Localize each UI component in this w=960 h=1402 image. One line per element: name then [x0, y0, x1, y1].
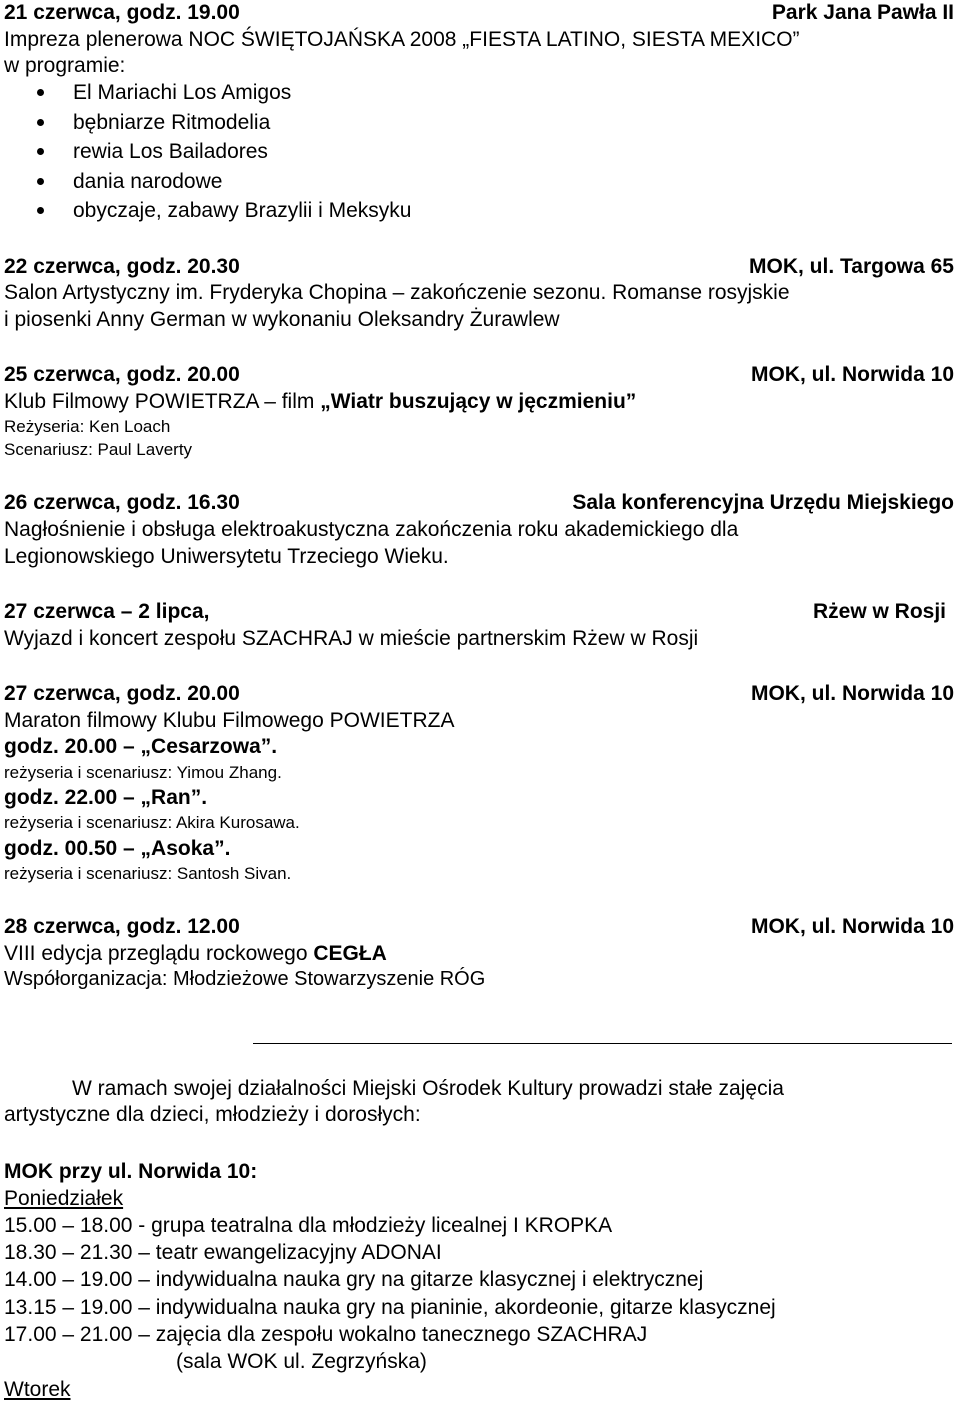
event-date: 25 czerwca, godz. 20.00 [4, 363, 240, 386]
film-credits: reżyseria i scenariusz: Akira Kurosawa. [4, 813, 300, 832]
intro-text: artystyczne dla dzieci, młodzieży i dorosłych: [4, 1103, 421, 1126]
event-place: Park Jana Pawła II [771, 1, 954, 24]
schedule-day: Poniedziałek [4, 1187, 124, 1210]
event-description [4, 391, 636, 412]
event-description: Legionowskiego Uniwersytetu Trzeciego Wieku. [4, 545, 449, 568]
event-place: MOK, ul. Norwida 10 [750, 682, 954, 705]
list-item: dania narodowe [0, 171, 411, 201]
event-description: Impreza plenerowa NOC ŚWIĘTOJAŃSKA 2008 „FIESTA LATINO, SIESTA MEXICO” [4, 28, 800, 51]
film-credits: reżyseria i scenariusz: Yimou Zhang. [4, 763, 282, 782]
event-description: Maraton filmowy Klubu Filmowego POWIETRZA [4, 709, 455, 732]
schedule-row: 13.15 – 19.00 – indywidualna nauka gry na pianinie, akordeonie, gitarze klasycznej [4, 1296, 776, 1319]
event-description: Nagłośnienie i obsługa elektroakustyczna zakończenia roku akademickiego dla [4, 518, 739, 541]
list-item: bębniarze Ritmodelia [0, 112, 411, 142]
event-description: Współorganizacja: Młodzieżowe Stowarzyszenie RÓG [4, 968, 486, 990]
film-director: Reżyseria: Ken Loach [4, 417, 171, 436]
film-screening: godz. 22.00 – „Ran”. [4, 786, 208, 809]
event-place: MOK, ul. Targowa 65 [749, 255, 954, 278]
list-item: obyczaje, zabawy Brazylii i Meksyku [0, 200, 411, 230]
divider [253, 1043, 952, 1044]
schedule-day: Wtorek [4, 1378, 71, 1401]
event-date: 26 czerwca, godz. 16.30 [4, 491, 240, 514]
film-writer: Scenariusz: Paul Laverty [4, 440, 193, 459]
schedule-heading: MOK przy ul. Norwida 10: [4, 1160, 258, 1183]
festival-intro: VIII edycja przeglądu rockowego [4, 942, 314, 965]
schedule-row: 14.00 – 19.00 – indywidualna nauka gry na gitarze klasycznej i elektrycznej [4, 1268, 704, 1291]
film-screening: godz. 20.00 – „Cesarzowa”. [4, 735, 278, 758]
program-list [0, 82, 411, 230]
event-description: Wyjazd i koncert zespołu SZACHRAJ w mieście partnerskim Rżew w Rosji [4, 627, 699, 650]
event-date: 21 czerwca, godz. 19.00 [4, 1, 240, 24]
event-date: 27 czerwca, godz. 20.00 [4, 682, 240, 705]
list-item: El Mariachi Los Amigos [0, 82, 411, 112]
list-item: rewia Los Bailadores [0, 141, 411, 171]
event-description: i piosenki Anny German w wykonaniu Oleksandry Żurawlew [4, 308, 560, 331]
event-place: Rżew w Rosji [812, 600, 946, 623]
event-place: MOK, ul. Norwida 10 [750, 363, 954, 386]
event-date: 22 czerwca, godz. 20.30 [4, 255, 240, 278]
festival-name: CEGŁA [313, 942, 387, 965]
event-description [4, 943, 387, 964]
event-place: Sala konferencyjna Urzędu Miejskiego [572, 491, 954, 514]
schedule-row: 18.30 – 21.30 – teatr ewangelizacyjny ADONAI [4, 1241, 442, 1264]
schedule-row: 17.00 – 21.00 – zajęcia dla zespołu wokalno tanecznego SZACHRAJ [4, 1323, 648, 1346]
film-screening: godz. 00.50 – „Asoka”. [4, 837, 231, 860]
film-intro: Klub Filmowy POWIETRZA – film [4, 390, 321, 413]
event-description: Salon Artystyczny im. Fryderyka Chopina – zakończenie sezonu. Romanse rosyjskie [4, 281, 790, 304]
film-credits: reżyseria i scenariusz: Santosh Sivan. [4, 864, 292, 883]
schedule-note: (sala WOK ul. Zegrzyńska) [176, 1350, 427, 1373]
schedule-row: 15.00 – 18.00 - grupa teatralna dla młodzieży licealnej I KROPKA [4, 1214, 613, 1237]
event-place: MOK, ul. Norwida 10 [750, 915, 954, 938]
event-description: w programie: [4, 54, 126, 77]
event-date: 28 czerwca, godz. 12.00 [4, 915, 240, 938]
film-title: „Wiatr buszujący w jęczmieniu” [320, 390, 637, 413]
event-date: 27 czerwca – 2 lipca, [4, 600, 210, 623]
intro-text: W ramach swojej działalności Miejski Ośrodek Kultury prowadzi stałe zajęcia [72, 1077, 784, 1100]
